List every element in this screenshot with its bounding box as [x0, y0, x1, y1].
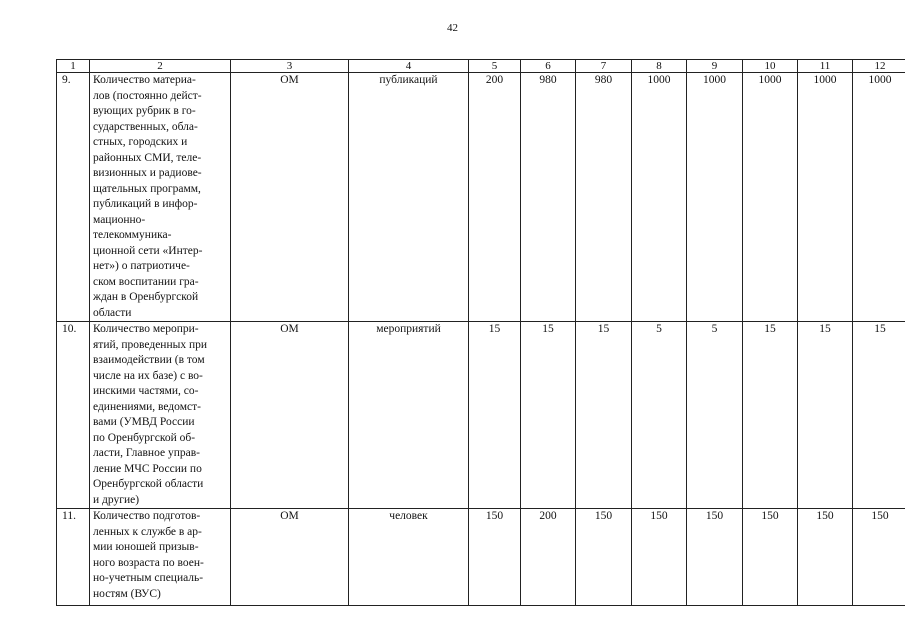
header-cell: 4 — [349, 60, 469, 73]
indicator-name: Количество подготов- ленных к службе в ар- мии юношей призыв- ного возраста по воен- но-учетным специаль- ностям (ВУС) — [90, 509, 231, 606]
table-row — [57, 509, 905, 606]
row-number: 10. — [57, 322, 90, 509]
value-cell: 150 — [687, 509, 743, 606]
unit-of-measure: человек — [349, 509, 469, 606]
table-row — [57, 73, 905, 322]
row-number: 11. — [57, 509, 90, 606]
value-cell: 200 — [469, 73, 521, 322]
header-cell: 11 — [798, 60, 853, 73]
value-cell: 15 — [853, 322, 905, 509]
value-cell: 150 — [853, 509, 905, 606]
indicator-name: Количество меропри- ятий, проведенных при взаимодействии (в том числе на их базе) с во- инскими частями, со- единениями, ведомст- вами (УМВД России по Оренбургской об- ласти, Главное управ- ление МЧС России по Оренбургской области и другие) — [90, 322, 231, 509]
value-cell: 1000 — [687, 73, 743, 322]
value-cell: 5 — [687, 322, 743, 509]
header-cell: 8 — [632, 60, 687, 73]
header-row — [57, 60, 905, 73]
header-cell: 6 — [521, 60, 576, 73]
indicator-type: ОМ — [231, 73, 349, 322]
page-number: 42 — [447, 22, 458, 34]
value-cell: 15 — [798, 322, 853, 509]
value-cell: 5 — [632, 322, 687, 509]
header-cell: 9 — [687, 60, 743, 73]
value-cell: 150 — [576, 509, 632, 606]
value-cell: 15 — [576, 322, 632, 509]
header-cell: 5 — [469, 60, 521, 73]
value-cell: 15 — [469, 322, 521, 509]
value-cell: 1000 — [632, 73, 687, 322]
header-cell: 3 — [231, 60, 349, 73]
value-cell: 150 — [743, 509, 798, 606]
header-cell: 10 — [743, 60, 798, 73]
value-cell: 1000 — [798, 73, 853, 322]
unit-of-measure: публикаций — [349, 73, 469, 322]
unit-of-measure: мероприятий — [349, 322, 469, 509]
value-cell: 980 — [576, 73, 632, 322]
value-cell: 150 — [798, 509, 853, 606]
value-cell: 1000 — [743, 73, 798, 322]
header-cell: 12 — [853, 60, 905, 73]
header-cell: 1 — [57, 60, 90, 73]
header-cell: 2 — [90, 60, 231, 73]
indicator-type: ОМ — [231, 509, 349, 606]
value-cell: 150 — [469, 509, 521, 606]
value-cell: 15 — [521, 322, 576, 509]
value-cell: 15 — [743, 322, 798, 509]
indicator-table — [56, 59, 905, 606]
value-cell: 980 — [521, 73, 576, 322]
indicator-name: Количество материа- лов (постоянно дейст- вующих рубрик в го- сударственных, обла- стных, городских и районных СМИ, теле- визионных и радиове- щательных программ, публикаций в инфор- мационно- телекоммуника- ционной сети «Интер- нет») о патриотиче- ском воспитании гра- ждан в Оренбургской области — [90, 73, 231, 322]
header-cell: 7 — [576, 60, 632, 73]
value-cell: 150 — [632, 509, 687, 606]
table-row — [57, 322, 905, 509]
value-cell: 1000 — [853, 73, 905, 322]
row-number: 9. — [57, 73, 90, 322]
indicator-type: ОМ — [231, 322, 349, 509]
value-cell: 200 — [521, 509, 576, 606]
